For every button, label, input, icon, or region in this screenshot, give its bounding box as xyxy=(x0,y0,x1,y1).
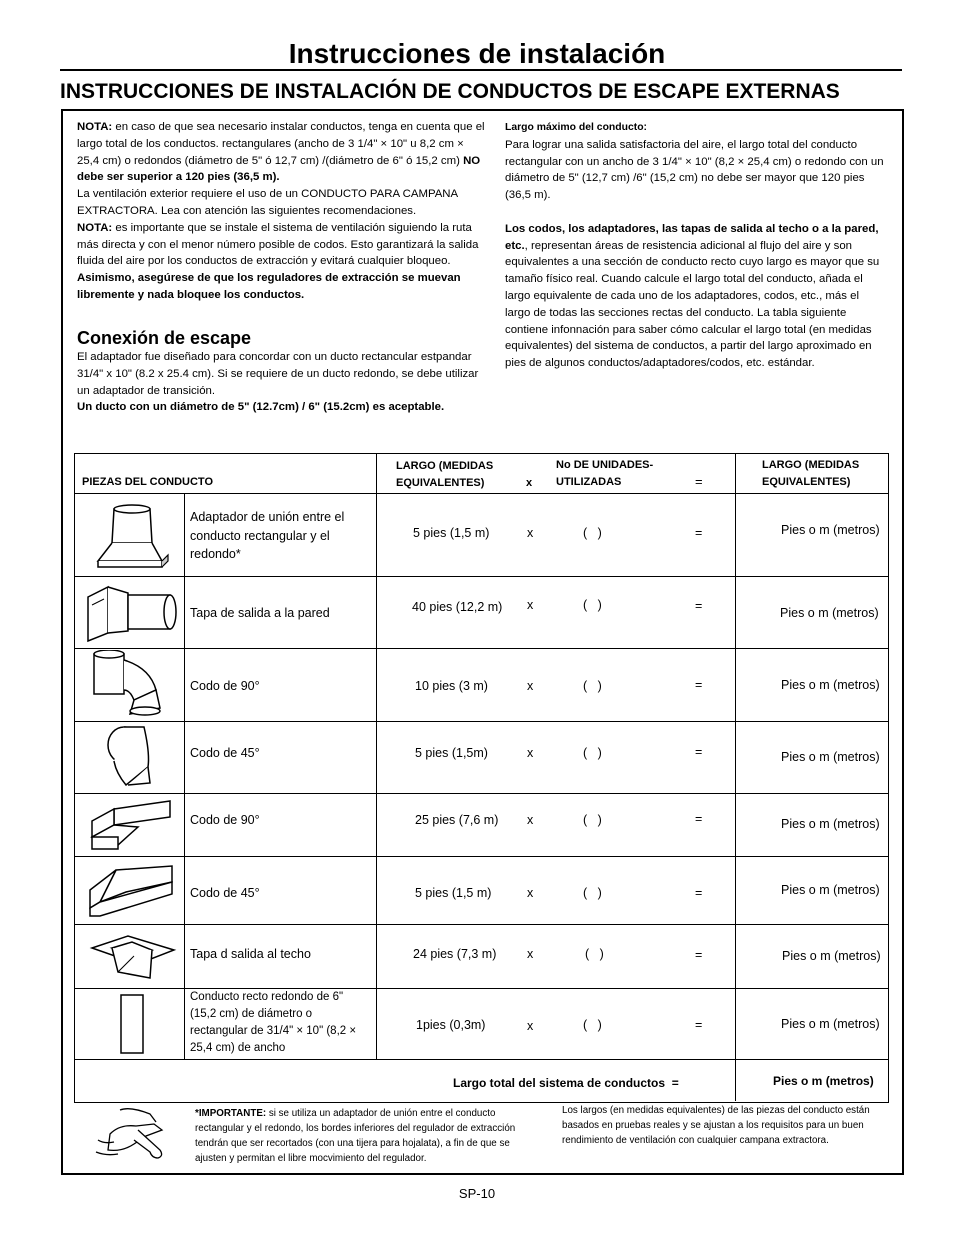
row-result: Pies o m (metros) xyxy=(781,523,880,537)
nota2: NOTA: es importante que se instale el sistema de ventilación siguiendo la ruta más directa y con el menor número posible de codos. Esto garantizará la salida fluida del aire por los conductos de extracción y evitará cualquier bloqueo. Asimismo, asegúrese de que los reguladores de extracción se muevan libremente y nada bloquee los conductos. xyxy=(77,221,479,301)
col-divider xyxy=(376,453,377,493)
total-value: Pies o m (metros) xyxy=(773,1074,874,1088)
section-title: INSTRUCCIONES DE INSTALACIÓN DE CONDUCTOS DE ESCAPE EXTERNAS xyxy=(60,80,840,103)
row-units: ( ) xyxy=(585,947,604,961)
col-divider xyxy=(735,453,736,1101)
row-divider xyxy=(74,856,888,857)
row-divider xyxy=(74,924,888,925)
row-result: Pies o m (metros) xyxy=(781,1017,880,1031)
row-result: Pies o m (metros) xyxy=(781,817,880,831)
header-equals: = xyxy=(695,474,703,489)
row-units: ( ) xyxy=(583,526,602,540)
row-units: ( ) xyxy=(583,886,602,900)
row-divider xyxy=(74,721,888,722)
row-length: 25 pies (7,6 m) xyxy=(415,813,499,827)
row-units: ( ) xyxy=(583,598,602,612)
row-units: ( ) xyxy=(583,746,602,760)
header-piezas: PIEZAS DEL CONDUCTO xyxy=(82,476,213,488)
row-label: Codo de 90° xyxy=(190,813,260,827)
row-label: Tapa de salida a la pared xyxy=(190,606,330,620)
row-label: Tapa d salida al techo xyxy=(190,947,311,961)
row-divider xyxy=(74,648,888,649)
round-elbow-45-icon xyxy=(96,723,168,789)
adapter-icon xyxy=(92,503,174,571)
row-result: Pies o m (metros) xyxy=(781,750,880,764)
page-number: SP-10 xyxy=(458,1186,496,1201)
row-equals: = xyxy=(695,678,703,692)
row-units: ( ) xyxy=(583,679,602,693)
col-divider xyxy=(376,493,377,1059)
row-result: Pies o m (metros) xyxy=(782,949,881,963)
nota1: NOTA: en caso de que sea necesario instalar conductos, tenga en cuenta que el largo total de los conductos. rectangulares (ancho de 3 1/4" × 10" u 8,2 cm × 25,4 cm) o redondos (diámetro de 5" ó 12,7 cm) /(diámetro de 6" ó 15,2 cm) NO debe ser superior a 120 pies (36,5 m). xyxy=(77,121,485,184)
codos-text: Los codos, los adaptadores, las tapas de salida al techo o a la pared, etc., representan áreas de resistencia adicional al flujo del aire y son equivalentes a una sección de conducto recto cuyo largo es mayor que su tamaño físico real. Cuando calcule el largo total del conducto, añada el largo equivalente de cada uno de los adaptadores, codos, etc., más el largo de todas las secciones rectas del conducto. La tabla siguiente contiene infonnación para saber cómo calcular el largo total (en medidas equivalentes) del sistema de conductos, a partir del largo aproximado en pies de algunos conductos/adaptadores/codos, etc. estándar. xyxy=(505,222,880,370)
row-length: 5 pies (1,5 m) xyxy=(413,526,490,540)
row-length: 1pies (0,3m) xyxy=(416,1018,486,1032)
roof-cap-icon xyxy=(88,930,178,986)
row-length: 10 pies (3 m) xyxy=(415,679,488,693)
header-unidades: No DE UNIDADES- UTILIZADAS xyxy=(556,459,654,488)
ventilation-text: La ventilación exterior requiere el uso de un CONDUCTO PARA CAMPANA EXTRACTORA. Lea con atención las siguientes recomendaciones. xyxy=(77,188,458,217)
row-label: Codo de 45° xyxy=(190,886,260,900)
left-column xyxy=(77,119,487,304)
row-length: 40 pies (12,2 m) xyxy=(412,600,503,614)
col-divider xyxy=(184,493,185,1059)
row-length: 5 pies (1,5m) xyxy=(415,746,488,760)
row-x: x xyxy=(527,813,534,827)
row-units: ( ) xyxy=(583,813,602,827)
row-x: x xyxy=(527,947,534,961)
row-equals: = xyxy=(695,745,703,759)
header-largo-result: LARGO (MEDIDAS EQUIVALENTES) xyxy=(762,459,860,488)
row-label: Adaptador de unión entre el conducto rectangular y el redondo* xyxy=(190,510,345,561)
rect-elbow-45-icon xyxy=(86,862,178,920)
straight-duct-icon xyxy=(116,992,148,1056)
title-rule xyxy=(60,69,902,71)
row-label: Codo de 90° xyxy=(190,679,260,693)
header-x: x xyxy=(526,477,533,489)
row-x: x xyxy=(527,886,534,900)
lengths-note: Los largos (en medidas equivalentes) de las piezas del conducto están basados en pruebas reales y se ajustan a los requisitos para un buen rendimiento de ventilación con cualquier campana extractora. xyxy=(562,1105,870,1146)
largo-maximo-text: Para lograr una salida satisfactoria del aire, el largo total del conducto rectangular con un ancho de 3 1/4" × 10" (8,2 × 25,4 cm) o redondo con un diámetro de 5" (12,7 cm) /6" (15,2 cm) no debe ser mayor que 120 pies (36,5 m). xyxy=(505,138,884,202)
row-label: Conducto recto redondo de 6" (15,2 cm) de diámetro o rectangular de 31/4" × 10" (8,2 × 25,4 cm) de ancho xyxy=(190,991,357,1054)
row-length: 24 pies (7,3 m) xyxy=(413,947,497,961)
rect-elbow-90-icon xyxy=(88,797,176,853)
row-units: ( ) xyxy=(583,1018,602,1032)
largo-maximo-heading: Largo máximo del conducto: xyxy=(505,122,648,133)
row-label: Codo de 45° xyxy=(190,746,260,760)
row-x: x xyxy=(527,526,534,540)
row-equals: = xyxy=(695,886,703,900)
right-column xyxy=(505,119,887,372)
row-divider xyxy=(74,576,888,577)
row-equals: = xyxy=(695,1018,703,1032)
round-elbow-90-icon xyxy=(90,650,170,718)
row-equals: = xyxy=(695,812,703,826)
wall-cap-icon xyxy=(80,583,180,643)
row-equals: = xyxy=(695,526,703,540)
row-result: Pies o m (metros) xyxy=(780,606,879,620)
row-divider xyxy=(74,1059,888,1060)
header-divider xyxy=(74,493,888,494)
conexion-text: El adaptador fue diseñado para concordar con un ducto rectancular estpandar 31/4" x 10" (8.2 x 25.4 cm). Si se requiere de un ducto redondo, se debe utilizar un adaptador de transición. Un ducto con un diámetro de 5" (12.7cm) / 6" (15.2cm) es aceptable. xyxy=(77,351,479,414)
important-note: *IMPORTANTE: si se utiliza un adaptador de unión entre el conducto rectangular y el redondo, los bordes inferiores del regulador de extracción tendrán que ser recortados (con una tijera para hojalata), a fin de que se ajusten y permitan el libre mocvimiento del regulador. xyxy=(195,1108,516,1164)
conexion-heading: Conexión de escape xyxy=(77,328,252,348)
total-label: Largo total del sistema de conductos = xyxy=(453,1076,679,1090)
row-length: 5 pies (1,5 m) xyxy=(415,886,492,900)
row-x: x xyxy=(527,1019,534,1033)
tin-snips-icon xyxy=(90,1104,190,1164)
row-result: Pies o m (metros) xyxy=(781,883,880,897)
row-result: Pies o m (metros) xyxy=(781,678,880,692)
row-equals: = xyxy=(695,948,703,962)
row-x: x xyxy=(527,598,534,612)
row-x: x xyxy=(527,746,534,760)
row-x: x xyxy=(527,679,534,693)
header-largo: LARGO (MEDIDAS EQUIVALENTES) xyxy=(396,460,494,489)
row-equals: = xyxy=(695,599,703,613)
row-divider xyxy=(74,793,888,794)
page-title: Instrucciones de instalación xyxy=(288,38,666,69)
